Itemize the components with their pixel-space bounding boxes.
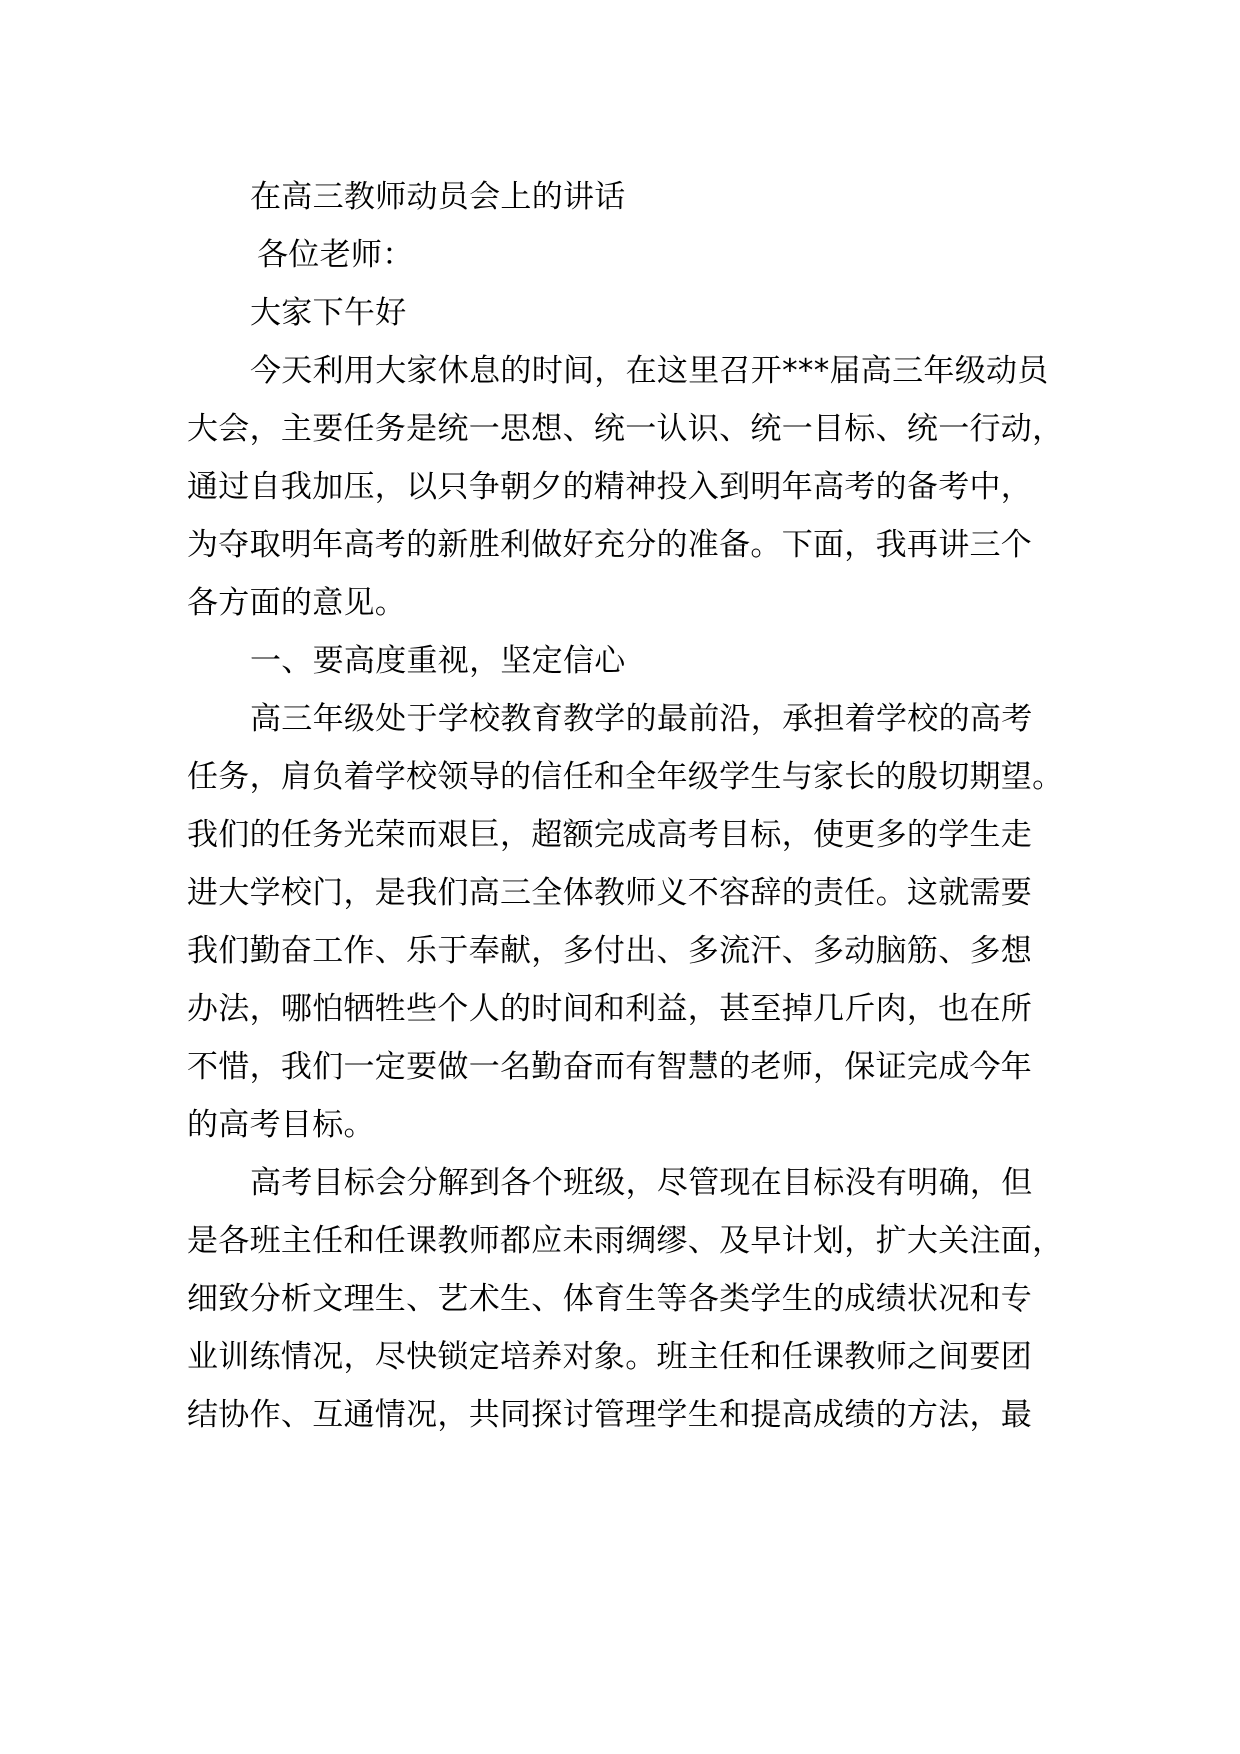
paragraph-line: 任务，肩负着学校领导的信任和全年级学生与家长的殷切期望。 (187, 759, 1064, 795)
paragraph-line: 不惜，我们一定要做一名勤奋而有智慧的老师，保证完成今年 (187, 1049, 1033, 1085)
salutation: 各位老师： (257, 237, 414, 273)
paragraph-line: 今天利用大家休息的时间，在这里召开***届高三年级动员 (250, 353, 1049, 389)
paragraph-line: 大会，主要任务是统一思想、统一认识、统一目标、统一行动， (187, 411, 1064, 447)
paragraph-line: 我们的任务光荣而艰巨，超额完成高考目标，使更多的学生走 (187, 817, 1033, 853)
paragraph-line: 高考目标会分解到各个班级，尽管现在目标没有明确，但 (250, 1165, 1033, 1201)
paragraph-line: 结协作、互通情况，共同探讨管理学生和提高成绩的方法，最 (187, 1397, 1033, 1433)
document-title: 在高三教师动员会上的讲话 (250, 179, 626, 215)
paragraph-line: 各方面的意见。 (187, 585, 407, 621)
paragraph-line: 的高考目标。 (187, 1107, 375, 1143)
paragraph-line: 进大学校门，是我们高三全体教师义不容辞的责任。这就需要 (187, 875, 1033, 911)
paragraph-line: 业训练情况，尽快锁定培养对象。班主任和任课教师之间要团 (187, 1339, 1033, 1375)
paragraph-line: 高三年级处于学校教育教学的最前沿，承担着学校的高考 (250, 701, 1033, 737)
greeting: 大家下午好 (250, 295, 407, 331)
paragraph-line: 是各班主任和任课教师都应未雨绸缪、及早计划，扩大关注面， (187, 1223, 1064, 1259)
section-heading: 一、要高度重视，坚定信心 (250, 643, 626, 679)
paragraph-line: 通过自我加压，以只争朝夕的精神投入到明年高考的备考中， (187, 469, 1033, 505)
paragraph-line: 我们勤奋工作、乐于奉献，多付出、多流汗、多动脑筋、多想 (187, 933, 1033, 969)
paragraph-line: 为夺取明年高考的新胜利做好充分的准备。下面，我再讲三个 (187, 527, 1033, 563)
paragraph-line: 细致分析文理生、艺术生、体育生等各类学生的成绩状况和专 (187, 1281, 1033, 1317)
paragraph-line: 办法，哪怕牺牲些个人的时间和利益，甚至掉几斤肉，也在所 (187, 991, 1033, 1027)
